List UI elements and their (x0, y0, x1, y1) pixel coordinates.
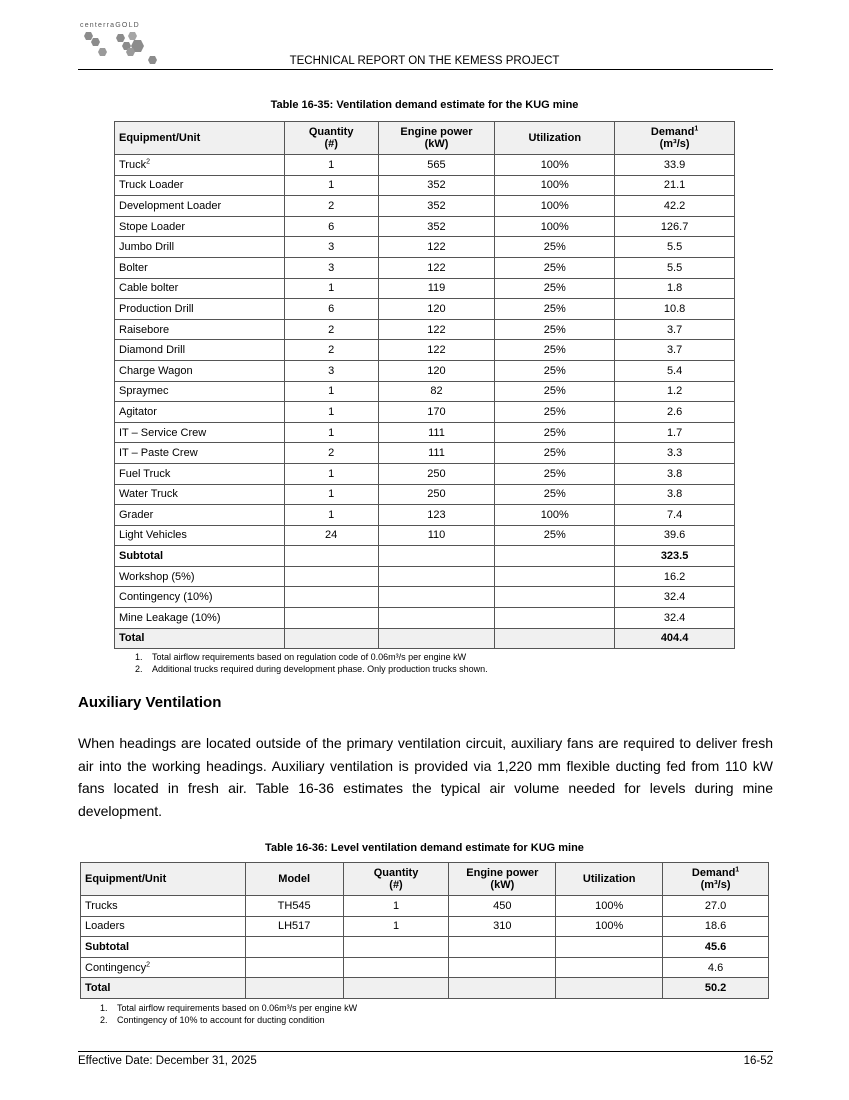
util-cell (495, 546, 615, 567)
qty-cell (284, 628, 378, 649)
util-cell: 25% (495, 257, 615, 278)
demand-cell: 21.1 (615, 175, 735, 196)
column-header (495, 122, 615, 155)
table-row (115, 340, 735, 361)
qty-cell: 6 (284, 299, 378, 320)
qty-cell (284, 587, 378, 608)
model-cell (245, 957, 343, 978)
column-header-label: Engine power (400, 126, 473, 138)
demand-cell: 3.7 (615, 340, 735, 361)
demand-cell: 5.5 (615, 257, 735, 278)
equipment-name: Contingency (85, 961, 147, 974)
equipment-name: Contingency (10%) (119, 591, 213, 604)
util-cell: 100% (495, 155, 615, 176)
equipment-cell (115, 463, 285, 484)
equipment-cell (115, 319, 285, 340)
equipment-cell (115, 299, 285, 320)
util-cell: 25% (495, 402, 615, 423)
power-cell: 110 (378, 525, 495, 546)
util-cell (495, 566, 615, 587)
equipment-name: Workshop (5%) (119, 570, 195, 583)
demand-cell: 50.2 (663, 978, 769, 999)
column-header-unit: (m³/s) (659, 138, 690, 150)
footnote-text: Additional trucks required during development phase. Only production trucks shown. (152, 663, 488, 674)
power-cell: 120 (378, 299, 495, 320)
equipment-name: IT – Service Crew (119, 426, 207, 439)
util-cell (556, 937, 663, 958)
column-header (115, 122, 285, 155)
equipment-name: Charge Wagon (119, 364, 193, 377)
util-cell: 25% (495, 278, 615, 299)
table-row (115, 257, 735, 278)
qty-cell: 1 (284, 463, 378, 484)
footnote-number: 1. (135, 652, 143, 662)
equipment-name: Bolter (119, 261, 148, 274)
demand-cell: 1.2 (615, 381, 735, 402)
equipment-cell (81, 957, 246, 978)
equipment-cell (115, 566, 285, 587)
equipment-name: Stope Loader (119, 220, 186, 233)
demand-cell: 404.4 (615, 628, 735, 649)
table-row (115, 546, 735, 567)
column-header-label: Utilization (582, 873, 636, 885)
equipment-name: Subtotal (85, 940, 129, 953)
power-cell (449, 978, 556, 999)
demand-cell: 7.4 (615, 505, 735, 526)
footnote (100, 1003, 357, 1015)
table-row (115, 463, 735, 484)
power-cell: 352 (378, 175, 495, 196)
footnote-number: 1. (100, 1003, 108, 1013)
footnote (135, 652, 488, 664)
column-header (449, 863, 556, 896)
demand-cell: 32.4 (615, 587, 735, 608)
equipment-cell (115, 237, 285, 258)
power-cell: 122 (378, 340, 495, 361)
demand-cell: 2.6 (615, 402, 735, 423)
table2-footnotes (100, 1003, 357, 1026)
power-cell: 250 (378, 463, 495, 484)
column-header (615, 122, 735, 155)
footnote-text: Contingency of 10% to account for ducting condition (117, 1014, 325, 1025)
column-header-label: Engine power (466, 867, 539, 879)
table-row (115, 628, 735, 649)
logo-text: centerraGOLD (80, 22, 140, 29)
demand-cell: 5.4 (615, 360, 735, 381)
power-cell: 170 (378, 402, 495, 423)
demand-cell: 33.9 (615, 155, 735, 176)
table-row (115, 443, 735, 464)
ventilation-demand-table (114, 121, 735, 649)
power-cell: 122 (378, 319, 495, 340)
qty-cell: 1 (284, 505, 378, 526)
equipment-name: Loaders (85, 920, 125, 933)
power-cell: 119 (378, 278, 495, 299)
column-header (378, 122, 495, 155)
power-cell: 123 (378, 505, 495, 526)
demand-cell: 126.7 (615, 216, 735, 237)
equipment-cell (115, 155, 285, 176)
power-cell (378, 628, 495, 649)
qty-cell: 2 (284, 319, 378, 340)
table-row (115, 299, 735, 320)
demand-cell: 3.7 (615, 319, 735, 340)
footnote-ref: 2 (146, 158, 150, 166)
report-title: TECHNICAL REPORT ON THE KEMESS PROJECT (289, 55, 560, 67)
equipment-name: Truck (119, 158, 147, 171)
table-row (115, 319, 735, 340)
column-header (245, 863, 343, 896)
table-row (81, 957, 769, 978)
column-header (81, 863, 246, 896)
table-row (115, 505, 735, 526)
table-row (115, 402, 735, 423)
demand-cell: 45.6 (663, 937, 769, 958)
util-cell: 25% (495, 484, 615, 505)
model-cell (245, 978, 343, 999)
equipment-cell (115, 340, 285, 361)
equipment-name: Development Loader (119, 199, 222, 212)
column-header-unit: (#) (324, 138, 338, 150)
qty-cell (284, 566, 378, 587)
equipment-cell (115, 484, 285, 505)
model-cell (245, 937, 343, 958)
equipment-cell (115, 216, 285, 237)
equipment-name: Total (119, 632, 145, 645)
qty-cell: 1 (284, 175, 378, 196)
level-ventilation-table (80, 862, 769, 999)
util-cell: 100% (495, 196, 615, 217)
equipment-name: Diamond Drill (119, 344, 186, 357)
column-header (663, 863, 769, 896)
table-row (81, 937, 769, 958)
qty-cell (284, 608, 378, 629)
column-header-label: Quantity (308, 126, 354, 138)
equipment-cell (115, 587, 285, 608)
power-cell: 310 (449, 916, 556, 937)
table-row (115, 237, 735, 258)
footnote-number: 2. (100, 1014, 108, 1025)
footnote-ref: 2 (146, 960, 151, 968)
qty-cell: 1 (284, 278, 378, 299)
demand-cell: 10.8 (615, 299, 735, 320)
demand-cell: 42.2 (615, 196, 735, 217)
table-row (115, 381, 735, 402)
section-paragraph: When headings are located outside of the primary ventilation circuit, auxiliary fans are required to deliver fresh air into the working headings. Auxiliary ventilation is provided via 1,220 mm flexible ducting fed from 110 kW fans located in fresh air. Table 16-36 estimates the typical air volume needed for levels during mine development. (78, 735, 773, 819)
equipment-cell (115, 505, 285, 526)
qty-cell (343, 937, 449, 958)
power-cell (449, 957, 556, 978)
equipment-name: IT – Paste Crew (119, 447, 198, 460)
qty-cell: 1 (284, 422, 378, 443)
column-header-unit: (#) (389, 879, 403, 891)
equipment-cell (81, 896, 246, 917)
demand-cell: 4.6 (663, 957, 769, 978)
qty-cell (343, 978, 449, 999)
power-cell (378, 587, 495, 608)
power-cell: 450 (449, 896, 556, 917)
equipment-cell (81, 916, 246, 937)
equipment-cell (115, 257, 285, 278)
footnote (100, 1015, 357, 1027)
util-cell: 100% (495, 175, 615, 196)
demand-cell: 323.5 (615, 546, 735, 567)
power-cell: 111 (378, 422, 495, 443)
demand-cell: 32.4 (615, 608, 735, 629)
equipment-name: Spraymec (119, 385, 169, 398)
demand-cell: 3.8 (615, 463, 735, 484)
equipment-name: Agitator (119, 405, 157, 418)
column-header-label: Model (278, 873, 311, 885)
footnote-text: Total airflow requirements based on 0.06m³/s per engine kW (117, 1003, 358, 1013)
column-header-footnote-ref: 1 (735, 866, 740, 874)
table-row (115, 484, 735, 505)
table1-footnotes (135, 652, 488, 675)
equipment-name: Mine Leakage (10%) (119, 611, 221, 624)
util-cell (495, 587, 615, 608)
qty-cell: 1 (343, 896, 449, 917)
qty-cell: 2 (284, 340, 378, 361)
equipment-name: Production Drill (119, 302, 194, 315)
table2-caption: Table 16-36: Level ventilation demand estimate for KUG mine (265, 842, 584, 854)
util-cell: 25% (495, 319, 615, 340)
footnote-number: 2. (135, 663, 143, 674)
equipment-cell (115, 628, 285, 649)
util-cell: 100% (556, 916, 663, 937)
qty-cell: 1 (284, 155, 378, 176)
util-cell: 25% (495, 340, 615, 361)
util-cell: 25% (495, 443, 615, 464)
equipment-name: Subtotal (119, 550, 163, 563)
qty-cell: 1 (343, 916, 449, 937)
footer-divider (78, 1051, 773, 1052)
power-cell (378, 566, 495, 587)
qty-cell: 3 (284, 237, 378, 258)
equipment-name: Cable bolter (119, 282, 179, 295)
equipment-cell (115, 402, 285, 423)
demand-cell: 3.3 (615, 443, 735, 464)
power-cell: 122 (378, 257, 495, 278)
equipment-name: Grader (119, 508, 154, 521)
util-cell (495, 608, 615, 629)
equipment-name: Light Vehicles (119, 529, 187, 542)
column-header-label: Utilization (528, 132, 582, 144)
column-header (284, 122, 378, 155)
table-row (115, 216, 735, 237)
equipment-name: Total (85, 982, 111, 995)
power-cell (378, 608, 495, 629)
column-header-label: Quantity (373, 867, 419, 879)
power-cell (449, 937, 556, 958)
power-cell: 250 (378, 484, 495, 505)
qty-cell: 3 (284, 257, 378, 278)
section-heading: Auxiliary Ventilation (78, 694, 222, 711)
util-cell: 25% (495, 525, 615, 546)
footnote (135, 664, 488, 676)
equipment-cell (115, 546, 285, 567)
table-row (115, 587, 735, 608)
util-cell (556, 957, 663, 978)
table-row (115, 608, 735, 629)
table-row (115, 278, 735, 299)
column-header (343, 863, 449, 896)
qty-cell: 1 (284, 402, 378, 423)
power-cell: 122 (378, 237, 495, 258)
util-cell: 100% (556, 896, 663, 917)
qty-cell (343, 957, 449, 978)
equipment-cell (115, 443, 285, 464)
demand-cell: 27.0 (663, 896, 769, 917)
util-cell: 25% (495, 360, 615, 381)
table1-caption: Table 16-35: Ventilation demand estimate for the KUG mine (270, 99, 579, 111)
qty-cell: 24 (284, 525, 378, 546)
demand-cell: 1.7 (615, 422, 735, 443)
qty-cell: 3 (284, 360, 378, 381)
qty-cell: 1 (284, 381, 378, 402)
demand-cell: 39.6 (615, 525, 735, 546)
equipment-cell (81, 978, 246, 999)
table-row (115, 155, 735, 176)
power-cell (378, 546, 495, 567)
equipment-cell (115, 608, 285, 629)
table-row (81, 978, 769, 999)
column-header-unit: (kW) (424, 138, 449, 150)
equipment-name: Raisebore (119, 323, 170, 336)
equipment-name: Trucks (85, 899, 118, 912)
column-header-label: Demand (691, 867, 736, 879)
util-cell: 25% (495, 237, 615, 258)
demand-cell: 1.8 (615, 278, 735, 299)
column-header-label: Demand (650, 126, 695, 138)
util-cell: 100% (495, 505, 615, 526)
column-header-label: Equipment/Unit (85, 873, 167, 885)
demand-cell: 18.6 (663, 916, 769, 937)
equipment-name: Fuel Truck (119, 467, 171, 480)
table-row (81, 896, 769, 917)
column-header-unit: (kW) (490, 879, 515, 891)
equipment-cell (115, 381, 285, 402)
equipment-cell (115, 360, 285, 381)
equipment-cell (81, 937, 246, 958)
footnote-text: Total airflow requirements based on regulation code of 0.06m³/s per engine kW (152, 652, 467, 662)
table-row (115, 566, 735, 587)
column-header (556, 863, 663, 896)
equipment-cell (115, 422, 285, 443)
equipment-cell (115, 196, 285, 217)
table-row (81, 916, 769, 937)
qty-cell: 2 (284, 196, 378, 217)
page-number: 16-52 (743, 1055, 773, 1067)
power-cell: 352 (378, 216, 495, 237)
table-row (115, 525, 735, 546)
equipment-cell (115, 525, 285, 546)
demand-cell: 3.8 (615, 484, 735, 505)
qty-cell: 6 (284, 216, 378, 237)
column-header-unit: (m³/s) (700, 879, 731, 891)
util-cell: 25% (495, 299, 615, 320)
effective-date: Effective Date: December 31, 2025 (78, 1055, 257, 1067)
demand-cell: 5.5 (615, 237, 735, 258)
demand-cell: 16.2 (615, 566, 735, 587)
power-cell: 352 (378, 196, 495, 217)
equipment-cell (115, 278, 285, 299)
column-header-label: Equipment/Unit (119, 132, 201, 144)
equipment-cell (115, 175, 285, 196)
power-cell: 565 (378, 155, 495, 176)
equipment-name: Truck Loader (119, 179, 184, 192)
table-row (115, 422, 735, 443)
header-divider (78, 69, 773, 70)
util-cell: 100% (495, 216, 615, 237)
table-row (115, 175, 735, 196)
table-row (115, 360, 735, 381)
util-cell: 25% (495, 422, 615, 443)
equipment-name: Jumbo Drill (119, 241, 175, 254)
qty-cell (284, 546, 378, 567)
table-row (115, 196, 735, 217)
util-cell (556, 978, 663, 999)
util-cell (495, 628, 615, 649)
qty-cell: 1 (284, 484, 378, 505)
power-cell: 111 (378, 443, 495, 464)
util-cell: 25% (495, 381, 615, 402)
column-header-footnote-ref: 1 (694, 125, 699, 133)
power-cell: 82 (378, 381, 495, 402)
model-cell: TH545 (245, 896, 343, 917)
equipment-name: Water Truck (119, 488, 178, 501)
model-cell: LH517 (245, 916, 343, 937)
util-cell: 25% (495, 463, 615, 484)
power-cell: 120 (378, 360, 495, 381)
qty-cell: 2 (284, 443, 378, 464)
